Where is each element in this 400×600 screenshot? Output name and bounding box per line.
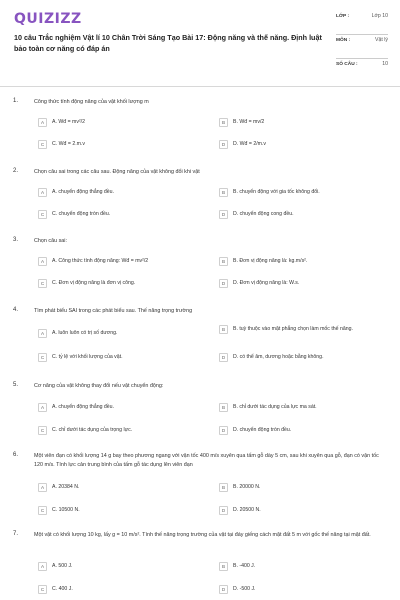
option-letter: A	[38, 118, 47, 127]
option-text: B. 20000 N.	[233, 483, 261, 490]
option-letter: C	[38, 140, 47, 149]
option-letter: A	[38, 329, 47, 338]
option-letter: D	[219, 140, 228, 149]
option-text: A. 20384 N.	[52, 483, 80, 490]
option-c[interactable]	[38, 279, 188, 288]
option-text: A. Wđ = mv²/2	[52, 118, 86, 125]
option-text: D. Đơn vị động năng là: W.s.	[233, 279, 300, 286]
option-letter: D	[219, 426, 228, 435]
option-text: B. -400 J.	[233, 562, 256, 569]
option-text: B. Wđ = mv/2	[233, 118, 265, 125]
option-letter: A	[38, 483, 47, 492]
option-b[interactable]	[219, 325, 389, 334]
option-a[interactable]	[38, 483, 188, 492]
option-text: D. có thể âm, dương hoặc bằng không.	[233, 353, 324, 360]
question-number: 2.	[13, 168, 19, 174]
option-letter: B	[219, 257, 228, 266]
option-a[interactable]	[38, 562, 188, 571]
meta-panel	[336, 11, 388, 73]
option-text: C. Đơn vị động năng là đơn vị công.	[52, 279, 136, 286]
option-c[interactable]	[38, 426, 188, 435]
question-text: Chọn câu sai trong các câu sau. Động năng của vật không đổi khi vật	[34, 169, 200, 175]
option-a[interactable]	[38, 188, 188, 197]
option-d[interactable]	[219, 353, 389, 362]
option-letter: B	[219, 325, 228, 334]
option-d[interactable]	[219, 585, 389, 594]
option-text: D. -500 J.	[233, 585, 256, 592]
option-b[interactable]	[219, 403, 389, 412]
option-b[interactable]	[219, 257, 389, 266]
option-a[interactable]	[38, 118, 188, 127]
question-text: Cơ năng của vật không thay đổi nếu vật chuyển động:	[34, 383, 164, 389]
meta-label: SỐ CÂU :	[336, 62, 358, 67]
option-text: D. Wđ = 2/m.v	[233, 140, 267, 147]
option-d[interactable]	[219, 210, 389, 219]
meta-grade	[336, 11, 388, 35]
option-letter: D	[219, 279, 228, 288]
question-number: 1.	[13, 98, 19, 104]
option-letter: B	[219, 188, 228, 197]
option-letter: C	[38, 585, 47, 594]
option-text: A. 500 J.	[52, 562, 73, 569]
option-letter: A	[38, 403, 47, 412]
option-letter: C	[38, 426, 47, 435]
option-text: B. chuyển động với gia tốc không đổi.	[233, 188, 320, 195]
option-text: C. 400 J.	[52, 585, 73, 592]
option-letter: C	[38, 506, 47, 515]
option-letter: A	[38, 562, 47, 571]
option-c[interactable]	[38, 585, 188, 594]
meta-label: MÔN :	[336, 38, 351, 43]
option-b[interactable]	[219, 483, 389, 492]
option-text: B. Đơn vị động năng là: kg.m/s².	[233, 257, 308, 264]
option-text: C. chỉ dưới tác dụng của trọng lực.	[52, 426, 133, 433]
meta-subject	[336, 35, 388, 59]
question-number: 5.	[13, 382, 19, 388]
option-letter: D	[219, 506, 228, 515]
quizizz-logo: QUIZIZZ	[14, 11, 82, 27]
option-text: D. 20500 N.	[233, 506, 261, 513]
option-d[interactable]	[219, 426, 389, 435]
option-letter: A	[38, 257, 47, 266]
question-number: 7.	[13, 531, 19, 537]
option-letter: A	[38, 188, 47, 197]
option-c[interactable]	[38, 140, 188, 149]
worksheet-header	[0, 0, 400, 86]
worksheet-title: 10 câu Trắc nghiệm Vật lí 10 Chân Trời Sáng Tạo Bài 17: Động năng và thế năng. Định luật bảo toàn cơ năng có đáp án	[14, 33, 322, 53]
option-c[interactable]	[38, 210, 188, 219]
option-letter: B	[219, 562, 228, 571]
option-letter: B	[219, 483, 228, 492]
question-number: 6.	[13, 452, 19, 458]
option-text: B. tuỳ thuộc vào mặt phẳng chọn làm mốc thế năng.	[233, 325, 353, 332]
option-letter: B	[219, 403, 228, 412]
option-text: C. chuyển động tròn đều.	[52, 210, 111, 217]
question-text: Một viên đạn có khối lượng 14 g bay theo phương ngang với vận tốc 400 m/s xuyên qua tấm gỗ dày 5 cm, sau khi xuyên qua gỗ, đạn có vận tốc 120 m/s. Tính lực cản trung bình của tấm gỗ tác dụng lên viên đạn	[34, 453, 379, 468]
option-text: A. chuyển động thẳng đều.	[52, 403, 115, 410]
option-d[interactable]	[219, 279, 389, 288]
option-c[interactable]	[38, 353, 188, 362]
option-letter: D	[219, 353, 228, 362]
option-letter: B	[219, 118, 228, 127]
option-letter: D	[219, 210, 228, 219]
option-letter: C	[38, 279, 47, 288]
meta-value: Lớp 10	[371, 13, 388, 19]
question-number: 3.	[13, 237, 19, 243]
option-d[interactable]	[219, 506, 389, 515]
option-text: C. Wđ = 2.m.v	[52, 140, 86, 147]
option-b[interactable]	[219, 562, 389, 571]
option-text: C. 10500 N.	[52, 506, 80, 513]
option-a[interactable]	[38, 257, 188, 266]
option-text: D. chuyển động tròn đều.	[233, 426, 292, 433]
meta-question-count	[336, 59, 388, 73]
option-text: A. luôn luôn có trị số dương.	[52, 329, 118, 336]
meta-value: Vật lý	[375, 37, 388, 43]
question-number: 4.	[13, 307, 19, 313]
option-a[interactable]	[38, 403, 188, 412]
option-letter: C	[38, 210, 47, 219]
question-text: Một vật có khối lượng 10 kg, lấy g = 10 m/s². Tính thế năng trọng trường của vật tại đáy giếng cách mặt đất 5 m với gốc thế năng tại mặt đất.	[34, 532, 371, 538]
option-a[interactable]	[38, 329, 188, 338]
option-d[interactable]	[219, 140, 389, 149]
header-divider	[0, 86, 400, 87]
question-text: Tìm phát biểu SAI trong các phát biểu sau. Thế năng trọng trường	[34, 308, 193, 314]
option-letter: C	[38, 353, 47, 362]
option-b[interactable]	[219, 118, 389, 127]
option-text: C. tỷ lệ với khối lượng của vật.	[52, 353, 123, 360]
question-text: Công thức tính động năng của vật khối lượng m	[34, 99, 149, 105]
meta-value: 10	[382, 61, 388, 67]
option-b[interactable]	[219, 188, 389, 197]
meta-label: LỚP :	[336, 14, 350, 19]
option-text: B. chỉ dưới tác dụng của lực ma sát.	[233, 403, 317, 410]
option-c[interactable]	[38, 506, 188, 515]
option-text: A. chuyển động thẳng đều.	[52, 188, 115, 195]
option-letter: D	[219, 585, 228, 594]
question-text: Chọn câu sai:	[34, 238, 67, 244]
option-text: A. Công thức tính động năng: Wđ = mv²/2	[52, 257, 149, 264]
option-text: D. chuyển động cong đều.	[233, 210, 294, 217]
